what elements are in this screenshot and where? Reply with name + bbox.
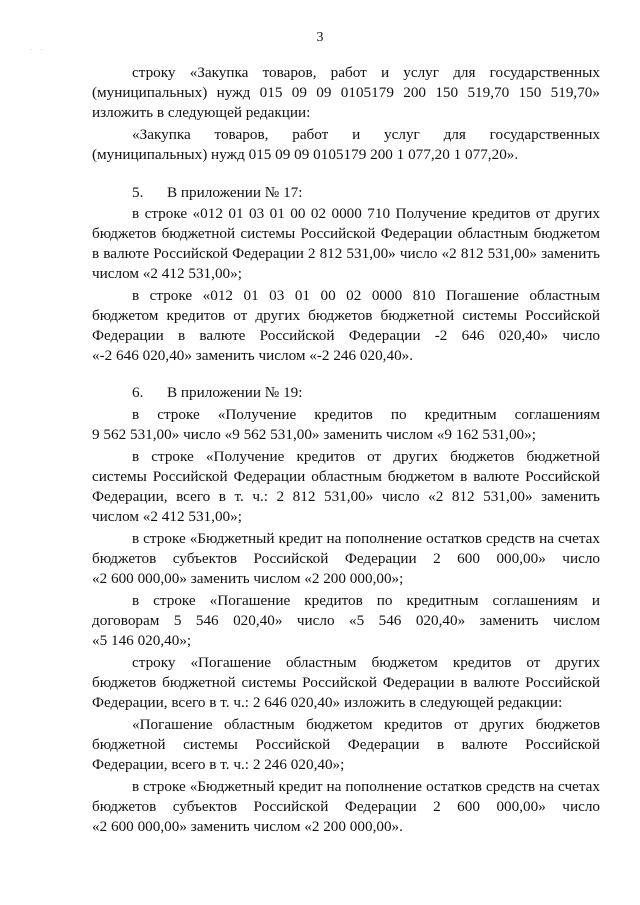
paragraph-line: бюджетов субъектов Российской Федерации 2 600 000,00» число <box>92 550 600 567</box>
section-number: 5. <box>132 184 144 201</box>
paragraph-line: строку «Закупка товаров, работ и услуг для государственных <box>132 64 600 81</box>
paragraph-line: бюджетом кредитов от других бюджетов бюджетной системы Российской <box>92 307 600 324</box>
paragraph-line: системы Российской Федерации областным бюджетом в валюте Российской <box>92 468 600 485</box>
paragraph-line: «5 146 020,40»; <box>92 632 192 649</box>
paragraph-line: (муниципальных) нужд 015 09 09 0105179 200 1 077,20 1 077,20». <box>92 146 519 163</box>
paragraph-line: в валюте Российской Федерации 2 812 531,00» число «2 812 531,00» заменить <box>92 245 600 262</box>
paragraph-line: Федерации, всего в т. ч.: 2 246 020,40»; <box>92 756 345 773</box>
paragraph-line: бюджетов субъектов Российской Федерации 2 600 000,00» число <box>92 798 600 815</box>
paragraph-line: «-2 646 020,40» заменить числом «-2 246 020,40». <box>92 347 414 364</box>
margin-mark: . . <box>30 46 47 52</box>
paragraph-line: числом «2 412 531,00»; <box>92 265 242 282</box>
paragraph-line: Федерации в валюте Российской Федерации -2 646 020,40» число <box>92 327 600 344</box>
paragraph-line: «Закупка товаров, работ и услуг для государственных <box>132 126 600 143</box>
paragraph-line: в строке «012 01 03 01 00 02 0000 710 Получение кредитов от других <box>132 205 600 222</box>
paragraph-line: бюджетов бюджетной системы Российской Федерации областным бюджетом <box>92 225 600 242</box>
paragraph-line: в строке «012 01 03 01 00 02 0000 810 Погашение областным <box>132 287 600 304</box>
paragraph-line: «2 600 000,00» заменить числом «2 200 000,00». <box>92 818 403 835</box>
paragraph-line: в строке «Погашение кредитов по кредитным соглашениям и <box>132 592 600 609</box>
paragraph-line: «Погашение областным бюджетом кредитов от других бюджетов <box>132 716 600 733</box>
paragraph-line: строку «Погашение областным бюджетом кредитов от других <box>132 654 600 671</box>
section-heading: В приложении № 17: <box>167 184 303 201</box>
paragraph-line: договорам 5 546 020,40» число «5 546 020,40» заменить числом <box>92 612 600 629</box>
paragraph-line: в строке «Получение кредитов по кредитным соглашениям <box>132 406 600 423</box>
paragraph-line: в строке «Бюджетный кредит на пополнение остатков средств на счетах <box>132 530 600 547</box>
paragraph-line: изложить в следующей редакции: <box>92 104 311 121</box>
paragraph-line: Федерации, всего в т. ч.: 2 812 531,00» число «2 812 531,00» заменить <box>92 488 600 505</box>
paragraph-line: в строке «Бюджетный кредит на пополнение остатков средств на счетах <box>132 778 600 795</box>
paragraph-line: бюджетов бюджетной системы Российской Федерации в валюте Российской <box>92 674 600 691</box>
paragraph-line: «2 600 000,00» заменить числом «2 200 000,00»; <box>92 570 404 587</box>
page-number: 3 <box>316 30 324 45</box>
paragraph-line: бюджетной системы Российской Федерации в валюте Российской <box>92 736 600 753</box>
paragraph-line: Федерации, всего в т. ч.: 2 646 020,40» изложить в следующей редакции: <box>92 694 563 711</box>
section-heading: В приложении № 19: <box>167 384 303 401</box>
paragraph-line: числом «2 412 531,00»; <box>92 508 242 525</box>
section-number: 6. <box>132 384 144 401</box>
paragraph-line: 9 562 531,00» число «9 562 531,00» заменить числом «9 162 531,00»; <box>92 426 536 443</box>
paragraph-line: в строке «Получение кредитов от других бюджетов бюджетной <box>132 448 600 465</box>
paragraph-line: (муниципальных) нужд 015 09 09 0105179 200 150 519,70 150 519,70» <box>92 84 600 101</box>
